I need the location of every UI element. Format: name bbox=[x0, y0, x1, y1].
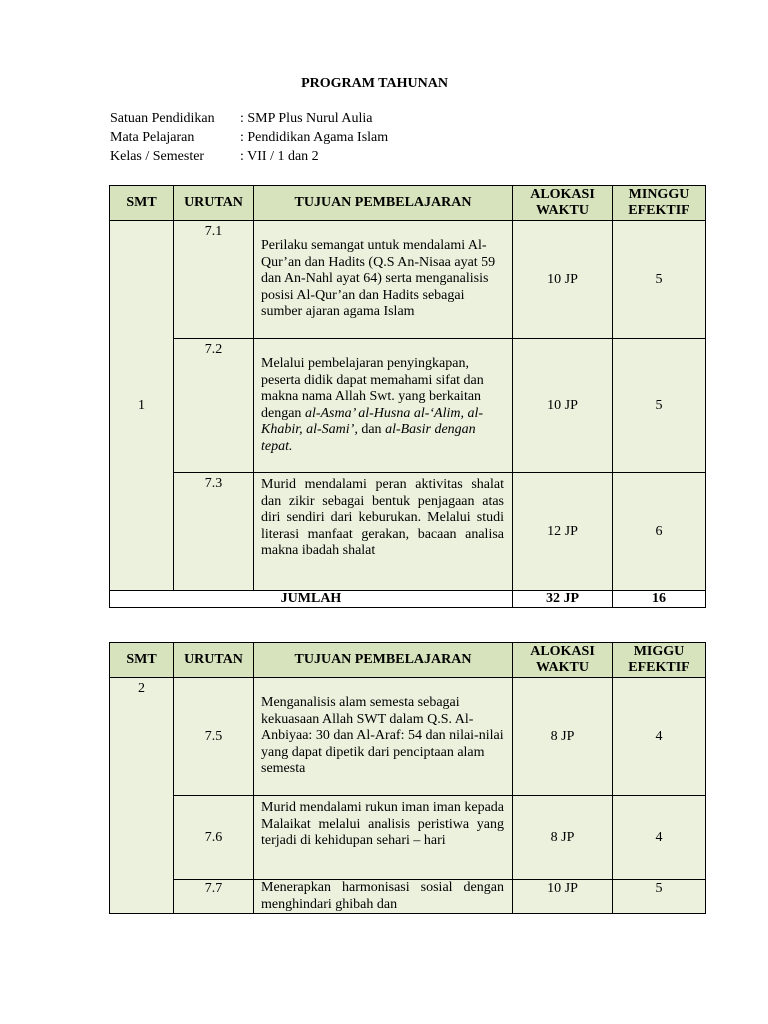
minggu-cell: 6 bbox=[613, 473, 706, 591]
alokasi-cell: 10 JP bbox=[513, 339, 613, 473]
header-tujuan: TUJUAN PEMBELAJARAN bbox=[254, 186, 513, 221]
table-row bbox=[110, 473, 706, 591]
tujuan-text: Melalui pembelajaran penyingkapan, peserta didik dapat memahami sifat dan makna nama Allah Swt. yang berkaitan dengan bbox=[261, 356, 484, 421]
minggu-cell: 4 bbox=[613, 796, 706, 880]
urutan-cell: 7.6 bbox=[174, 796, 254, 880]
tujuan-cell: Murid mendalami peran aktivitas shalat dan zikir sebagai bentuk penjagaan atas diri sendiri dari keburukan. Melalui studi literasi manfaat gerakan, bacaan analisa makna ibadah shalat bbox=[254, 473, 513, 591]
table-row bbox=[110, 339, 706, 473]
program-table-semester-2 bbox=[109, 642, 706, 914]
header-minggu: MINGGU EFEKTIF bbox=[613, 186, 706, 221]
urutan-cell: 7.7 bbox=[174, 880, 254, 914]
tujuan-cell bbox=[254, 339, 513, 473]
urutan-cell: 7.2 bbox=[174, 339, 254, 473]
urutan-cell: 7.3 bbox=[174, 473, 254, 591]
info-label: Satuan Pendidikan bbox=[110, 111, 215, 126]
urutan-cell: 7.1 bbox=[174, 221, 254, 339]
semester-cell: 2 bbox=[110, 678, 174, 914]
table-row bbox=[110, 221, 706, 339]
tujuan-cell: Perilaku semangat untuk mendalami Al-Qur’an dan Hadits (Q.S An-Nisaa ayat 59 dan An-Nahl ayat 64) serta menganalisis posisi Al-Qur’an dan Hadits sebagai sumber ajaran agama Islam bbox=[254, 221, 513, 339]
tujuan-cell: Murid mendalami rukun iman iman kepada Malaikat melalui analisis peristiwa yang terjadi di kehidupan sehari – hari bbox=[254, 796, 513, 880]
total-label: JUMLAH bbox=[110, 591, 513, 608]
tujuan-cell: Menganalisis alam semesta sebagai kekuasaan Allah SWT dalam Q.S. Al-Anbiyaa: 30 dan Al-Araf: 54 dan nilai-nilai yang dapat dipetik dari penciptaan alam semesta bbox=[254, 678, 513, 796]
info-row-subject bbox=[110, 130, 388, 149]
table-row bbox=[110, 678, 706, 796]
urutan-cell: 7.5 bbox=[174, 678, 254, 796]
minggu-cell: 5 bbox=[613, 339, 706, 473]
page-title: PROGRAM TAHUNAN bbox=[301, 76, 448, 91]
document-info bbox=[110, 111, 388, 168]
header-minggu: MIGGU EFEKTIF bbox=[613, 643, 706, 678]
tujuan-text-italic: al-Asma’ al-Husna al-‘Alim, al- Khabir, al-Sami’, bbox=[261, 405, 484, 437]
total-minggu: 16 bbox=[613, 591, 706, 608]
table-row bbox=[110, 880, 706, 914]
alokasi-cell: 10 JP bbox=[513, 880, 613, 914]
alokasi-cell: 12 JP bbox=[513, 473, 613, 591]
alokasi-cell: 10 JP bbox=[513, 221, 613, 339]
info-label: Kelas / Semester bbox=[110, 149, 205, 164]
total-row bbox=[110, 591, 706, 608]
program-table-semester-1 bbox=[109, 185, 706, 608]
info-label: Mata Pelajaran bbox=[110, 130, 195, 145]
table-header-row bbox=[110, 643, 706, 678]
header-urutan: URUTAN bbox=[174, 643, 254, 678]
minggu-cell: 5 bbox=[613, 880, 706, 914]
header-smt: SMT bbox=[110, 186, 174, 221]
header-alokasi: ALOKASI WAKTU bbox=[513, 643, 613, 678]
table-header-row bbox=[110, 186, 706, 221]
minggu-cell: 5 bbox=[613, 221, 706, 339]
total-alokasi: 32 JP bbox=[513, 591, 613, 608]
info-value: : SMP Plus Nurul Aulia bbox=[240, 111, 373, 126]
minggu-cell: 4 bbox=[613, 678, 706, 796]
info-value: : VII / 1 dan 2 bbox=[240, 149, 319, 164]
alokasi-cell: 8 JP bbox=[513, 796, 613, 880]
tujuan-cell: Menerapkan harmonisasi sosial dengan menghindari ghibah dan bbox=[254, 880, 513, 914]
info-row-school bbox=[110, 111, 388, 130]
header-urutan: URUTAN bbox=[174, 186, 254, 221]
header-smt: SMT bbox=[110, 643, 174, 678]
tujuan-text: dan bbox=[357, 422, 386, 437]
info-value: : Pendidikan Agama Islam bbox=[240, 130, 389, 145]
table-row bbox=[110, 796, 706, 880]
tujuan-text-italic: al-Basir dengan tepat. bbox=[261, 422, 476, 454]
header-alokasi: ALOKASI WAKTU bbox=[513, 186, 613, 221]
info-row-class bbox=[110, 149, 388, 168]
alokasi-cell: 8 JP bbox=[513, 678, 613, 796]
header-tujuan: TUJUAN PEMBELAJARAN bbox=[254, 643, 513, 678]
semester-cell: 1 bbox=[110, 221, 174, 591]
